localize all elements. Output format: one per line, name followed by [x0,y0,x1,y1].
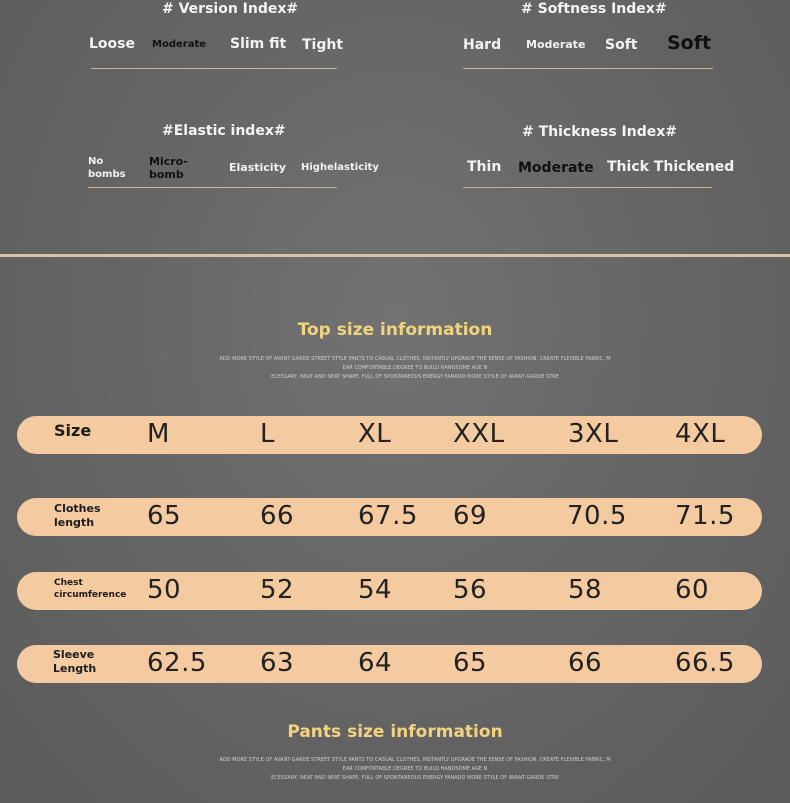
version-index-title: # Version Index# [162,1,299,17]
table-cell: 60 [675,575,710,605]
version-index-underline [91,68,337,69]
table-cell: 66.5 [675,648,735,678]
thickness-option-thin: Thin [467,159,502,175]
version-option-slim-fit: Slim fit [230,36,287,52]
table-cell: 65 [147,501,182,531]
table-row [17,572,762,610]
table-cell: 56 [453,575,488,605]
table-row [17,498,762,536]
size-xxl: XXL [453,419,505,449]
softness-option-soft-selected: Soft [667,32,712,54]
sleeve-length-label: Sleeve Length [53,648,97,675]
table-cell: 71.5 [675,501,735,531]
table-cell: 67.5 [358,501,418,531]
table-cell: 63 [260,648,295,678]
elastic-option-micro-bomb: Micro-bomb [149,155,188,181]
softness-index-title: # Softness Index# [521,1,667,17]
table-cell: 70.5 [567,501,627,531]
table-cell: 58 [568,575,603,605]
softness-option-moderate: Moderate [526,38,586,51]
top-size-description: ADD MORE STYLE OF AVANT-GARDE STREET STYLE PANTS TO CASUAL CLOTHES, INSTANTLY UPGRADE THE SENSE OF FASHION, CREATE FLEXIBLE FABRIC, M EAR COMFORTABLE DEGREE TO BUILD HANDSOME AGE N ECESSARY, NEAT AND NEAT SHAPE, FULL OF SPONTANEOUS ENERGY FANADD MORE STYLE OF AVANT-GARDE STRE [219,356,611,380]
version-option-tight: Tight [302,37,344,53]
chest-circumference-label: Chest circumference [54,578,127,600]
thickness-index-underline [463,187,712,188]
table-cell: 50 [147,575,182,605]
elastic-option-high-elasticity: Highelasticity [301,162,379,173]
elastic-option-elasticity: Elasticity [229,161,287,174]
softness-option-soft: Soft [605,37,638,53]
thickness-option-thick-thickened: Thick Thickened [607,159,735,175]
elastic-index-underline [88,187,337,188]
softness-option-hard: Hard [463,37,502,53]
table-cell: 54 [358,575,393,605]
table-cell: 62.5 [147,648,207,678]
elastic-option-no-bombs: No bombs [88,156,126,180]
pants-size-description: ADD MORE STYLE OF AVANT-GARDE STREET STYLE PANTS TO CASUAL CLOTHES, INSTANTLY UPGRADE THE SENSE OF FASHION, CREATE FLEXIBLE FABRIC, M EAR COMFORTABLE DEGREE TO BUILD HANDSOME AGE N ECESSARY, NEAT AND NEAT SHAPE, FULL OF SPONTANEOUS ENERGY FANADD MORE STYLE OF AVANT-GARDE STRE [219,757,611,781]
size-xl: XL [358,419,392,449]
section-divider [0,254,790,257]
table-cell: 52 [260,575,295,605]
thickness-option-moderate: Moderate [518,160,594,176]
size-4xl: 4XL [675,419,726,449]
size-header-row [17,416,762,454]
table-cell: 69 [453,501,488,531]
size-l: L [260,419,275,449]
top-size-title: Top size information [297,320,493,340]
pants-size-title: Pants size information [287,722,503,742]
softness-index-underline [463,68,713,69]
elastic-index-title: #Elastic index# [162,123,286,139]
size-header-label: Size [54,421,92,440]
table-row [17,645,762,683]
table-cell: 64 [358,648,393,678]
version-option-loose: Loose [89,36,135,52]
table-cell: 66 [568,648,603,678]
version-option-moderate: Moderate [152,39,207,50]
size-m: M [147,419,170,449]
table-cell: 65 [453,648,488,678]
thickness-index-title: # Thickness Index# [522,124,677,140]
clothes-length-label: Clothes length [54,502,101,529]
table-cell: 66 [260,501,295,531]
size-3xl: 3XL [568,419,619,449]
